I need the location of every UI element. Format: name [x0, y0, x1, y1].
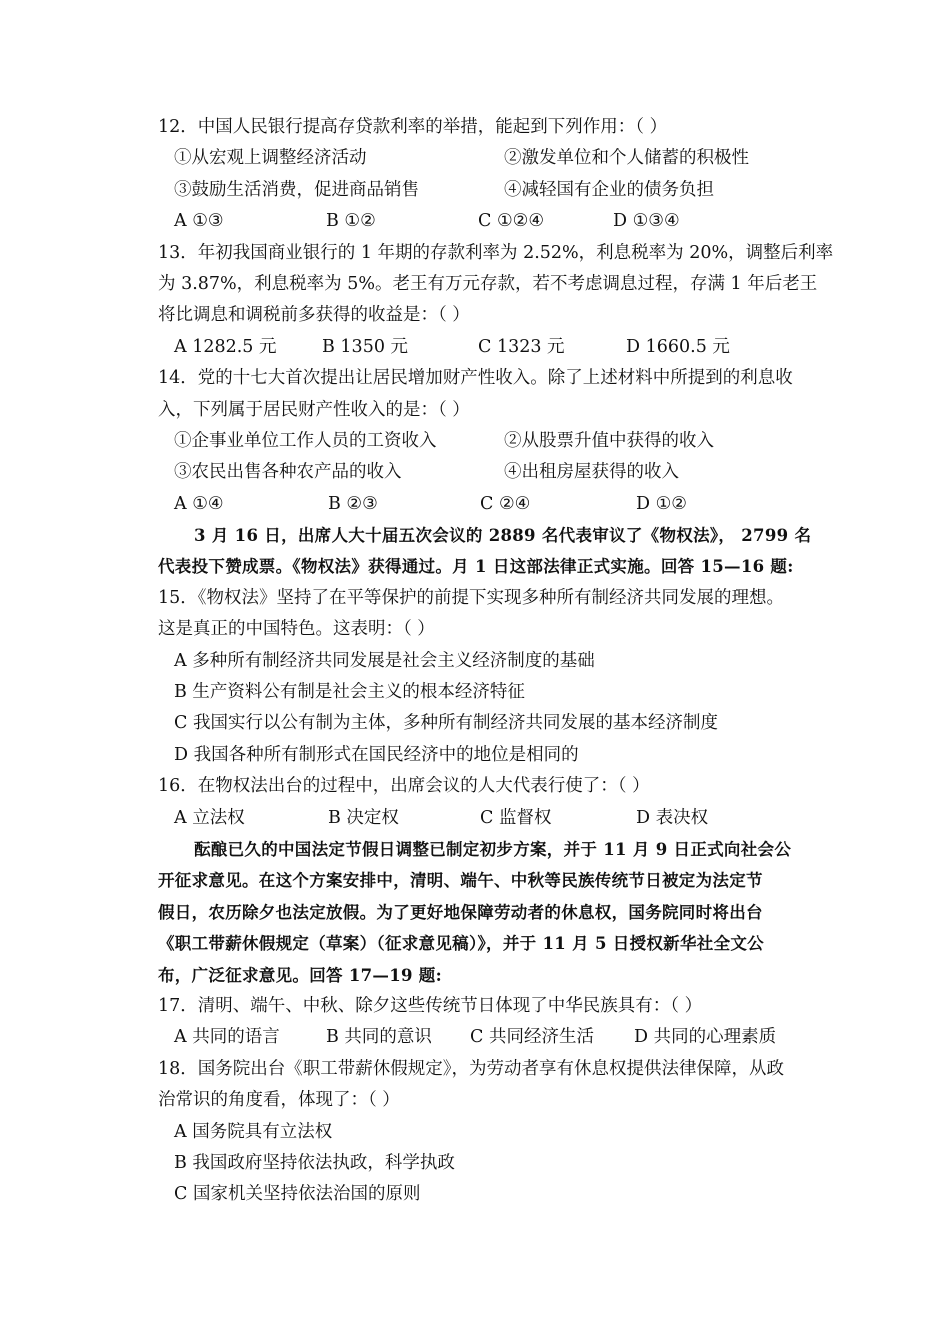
q15-option-a: A 多种所有制经济共同发展是社会主义经济制度的基础 — [174, 650, 595, 671]
q13-option-b: B 1350 元 — [322, 336, 409, 357]
q14-options — [158, 489, 858, 520]
q16-option-a: A 立法权 — [174, 807, 245, 828]
q17-stem: 17．清明、端午、中秋、除夕这些传统节日体现了中华民族具有：（ ） — [158, 995, 703, 1016]
q15-option-c: C 我国实行以公有制为主体，多种所有制经济共同发展的基本经济制度 — [174, 713, 718, 734]
q18-option-a: A 国务院具有立法权 — [174, 1121, 333, 1142]
q17-option-a: A 共同的语言 — [174, 1027, 280, 1048]
q16-stem: 16．在物权法出台的过程中，出席会议的人大代表行使了：（ ） — [158, 776, 650, 797]
q13-stem-line-3: 将比调息和调税前多获得的收益是：（ ） — [158, 305, 470, 326]
q15-stem-line-1: 15．《物权法》坚持了在平等保护的前提下实现多种所有制经济共同发展的理想。 — [158, 587, 785, 608]
exam-page — [158, 112, 858, 1211]
q12-option-a: A ①③ — [174, 211, 224, 232]
q14-item-3: ③农民出售各种农产品的收入 — [174, 462, 402, 483]
q16-options — [158, 803, 858, 834]
q17-option-c: C 共同经济生活 — [470, 1027, 594, 1048]
q12-option-d: D ①③④ — [613, 211, 680, 232]
material-1-line-2: 代表投下赞成票。《物权法》获得通过。月 1 日这部法律正式实施。回答 15—16 题: — [158, 557, 794, 577]
q12-stem: 12．中国人民银行提高存贷款利率的举措，能起到下列作用：（ ） — [158, 117, 668, 137]
q18-option-c: C 国家机关坚持依法治国的原则 — [174, 1184, 421, 1205]
q14-stem-line-2: 入，下列属于居民财产性收入的是：（ ） — [158, 399, 470, 420]
q17-option-b: B 共同的意识 — [326, 1027, 432, 1048]
q15-option-d: D 我国各种所有制形式在国民经济中的地位是相同的 — [174, 744, 579, 765]
q14-option-d: D ①② — [636, 493, 687, 514]
material-2-line-5: 布，广泛征求意见。回答 17—19 题: — [158, 965, 443, 985]
q12-items-row-2 — [158, 175, 858, 206]
q13-options — [158, 332, 858, 363]
material-1-line-1: 3 月 16 日，出席人大十届五次会议的 2889 名代表审议了《物权法》， 2799 名 — [194, 526, 812, 546]
q14-item-1: ①企事业单位工作人员的工资收入 — [174, 430, 437, 451]
q14-option-b: B ②③ — [328, 493, 378, 514]
q16-option-c: C 监督权 — [480, 807, 552, 828]
q13-stem-line-1: 13．年初我国商业银行的 1 年期的存款利率为 2.52%，利息税率为 20%，调整后利率 — [158, 242, 834, 263]
q13-option-a: A 1282.5 元 — [174, 336, 277, 357]
material-2-line-1: 酝酿已久的中国法定节假日调整已制定初步方案，并于 11 月 9 日正式向社会公 — [194, 839, 792, 859]
q13-stem-line-2: 为 3.87%，利息税率为 5%。老王有万元存款，若不考虑调息过程，存满 1 年后老王 — [158, 273, 818, 294]
q14-items-row-2 — [158, 457, 858, 488]
q12-item-2: ②激发单位和个人储蓄的积极性 — [504, 148, 749, 169]
q18-stem-line-2: 治常识的角度看，体现了：（ ） — [158, 1090, 400, 1111]
material-2-line-2: 开征求意见。在这个方案安排中，清明、端午、中秋等民族传统节日被定为法定节 — [158, 871, 763, 891]
q14-stem-line-1: 14．党的十七大首次提出让居民增加财产性收入。除了上述材料中所提到的利息收 — [158, 368, 793, 389]
q12-item-3: ③鼓励生活消费，促进商品销售 — [174, 179, 419, 200]
q17-option-d: D 共同的心理素质 — [634, 1027, 777, 1048]
q14-item-4: ④出租房屋获得的收入 — [504, 462, 679, 483]
q15-stem-line-2: 这是真正的中国特色。这表明：（ ） — [158, 619, 435, 640]
q14-item-2: ②从股票升值中获得的收入 — [504, 430, 714, 451]
q12-option-c: C ①②④ — [478, 211, 545, 232]
material-2-line-3: 假日，农历除夕也法定放假。为了更好地保障劳动者的休息权，国务院同时将出台 — [158, 902, 763, 922]
q15-option-b: B 生产资料公有制是社会主义的根本经济特征 — [174, 682, 525, 703]
q14-items-row-1 — [158, 426, 858, 457]
q16-option-d: D 表决权 — [636, 807, 709, 828]
q12-options — [158, 206, 858, 237]
q12-item-4: ④减轻国有企业的债务负担 — [504, 179, 714, 200]
q18-stem-line-1: 18．国务院出台《职工带薪休假规定》，为劳动者享有休息权提供法律保障，从政 — [158, 1058, 785, 1079]
q16-option-b: B 决定权 — [328, 807, 399, 828]
q13-option-c: C 1323 元 — [478, 336, 565, 357]
q14-option-c: C ②④ — [480, 493, 531, 514]
q14-option-a: A ①④ — [174, 493, 224, 514]
material-2-line-4: 《职工带薪休假规定（草案）（征求意见稿）》，并于 11 月 5 日授权新华社全文公 — [158, 934, 764, 954]
q12-items-row-1 — [158, 143, 858, 174]
q12-item-1: ①从宏观上调整经济活动 — [174, 148, 367, 169]
q17-options — [158, 1022, 858, 1053]
q18-option-b: B 我国政府坚持依法执政，科学执政 — [174, 1152, 455, 1173]
q13-option-d: D 1660.5 元 — [626, 336, 730, 357]
q12-option-b: B ①② — [326, 211, 376, 232]
